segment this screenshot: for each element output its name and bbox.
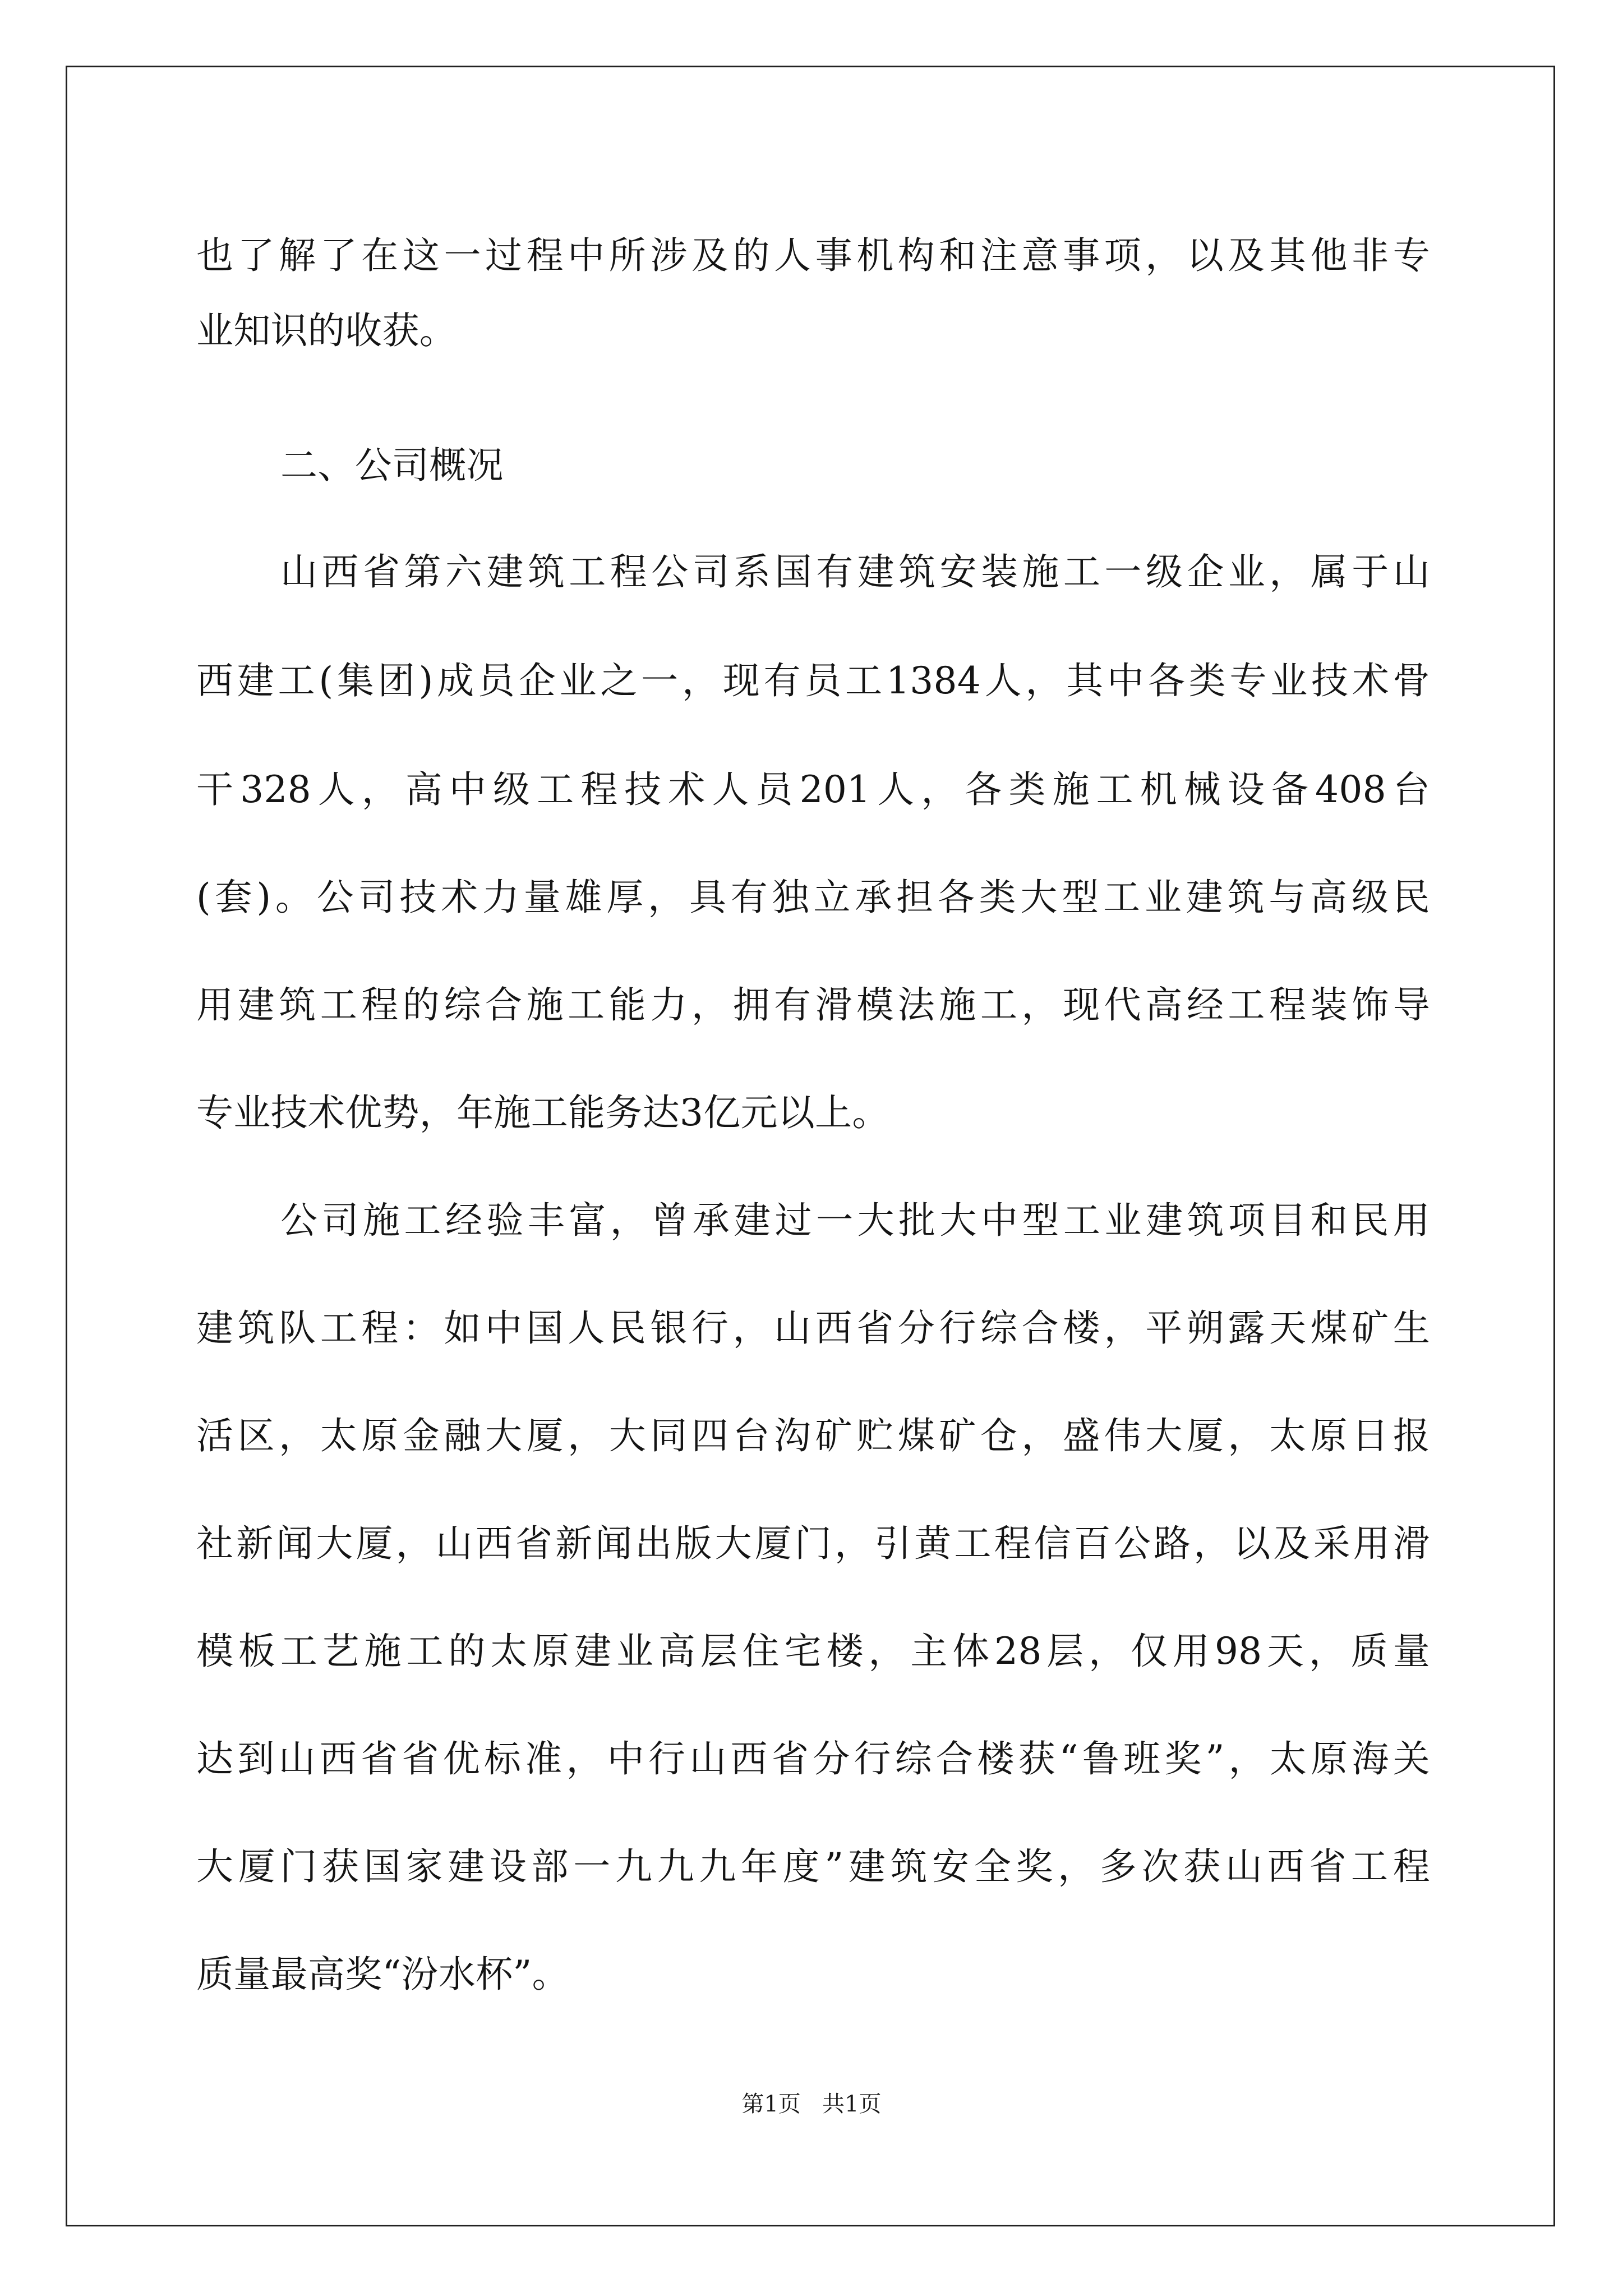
page-border — [66, 66, 1555, 2226]
body-line: (套)。公司技术力量雄厚，具有独立承担各类大型工业建筑与高级民 — [196, 876, 1430, 919]
body-line: 公司施工经验丰富，曾承建过一大批大中型工业建筑项目和民用 — [280, 1199, 1430, 1242]
body-line: 质量最高奖“汾水杯”。 — [196, 1953, 569, 1996]
body-line: 达到山西省省优标准，中行山西省分行综合楼获“鲁班奖”，太原海关 — [196, 1737, 1430, 1780]
body-line: 大厦门获国家建设部一九九九年度”建筑安全奖，多次获山西省工程 — [196, 1845, 1430, 1888]
body-line: 活区，太原金融大厦，大同四台沟矿贮煤矿仓，盛伟大厦，太原日报 — [196, 1414, 1430, 1457]
body-line: 也了解了在这一过程中所涉及的人事机构和注意事项，以及其他非专 — [196, 234, 1430, 277]
body-line: 用建筑工程的综合施工能力，拥有滑模法施工，现代高经工程装饰导 — [196, 983, 1430, 1027]
body-line: 专业技术优势，年施工能务达3亿元以上。 — [196, 1091, 889, 1134]
page-footer: 第1页 共1页 — [741, 2091, 882, 2117]
body-line: 业知识的收获。 — [196, 309, 457, 352]
body-line: 西建工(集团)成员企业之一，现有员工1384人，其中各类专业技术骨 — [196, 659, 1430, 702]
body-line: 建筑队工程：如中国人民银行，山西省分行综合楼，平朔露天煤矿生 — [196, 1306, 1430, 1350]
body-line: 模板工艺施工的太原建业高层住宅楼，主体28层，仅用98天，质量 — [196, 1630, 1430, 1673]
body-line: 社新闻大厦，山西省新闻出版大厦门，引黄工程信百公路，以及采用滑 — [196, 1522, 1430, 1565]
section-heading: 二、公司概况 — [280, 444, 504, 487]
body-line: 山西省第六建筑工程公司系国有建筑安装施工一级企业，属于山 — [280, 550, 1430, 593]
body-line: 干328人，高中级工程技术人员201人，各类施工机械设备408台 — [196, 768, 1430, 811]
